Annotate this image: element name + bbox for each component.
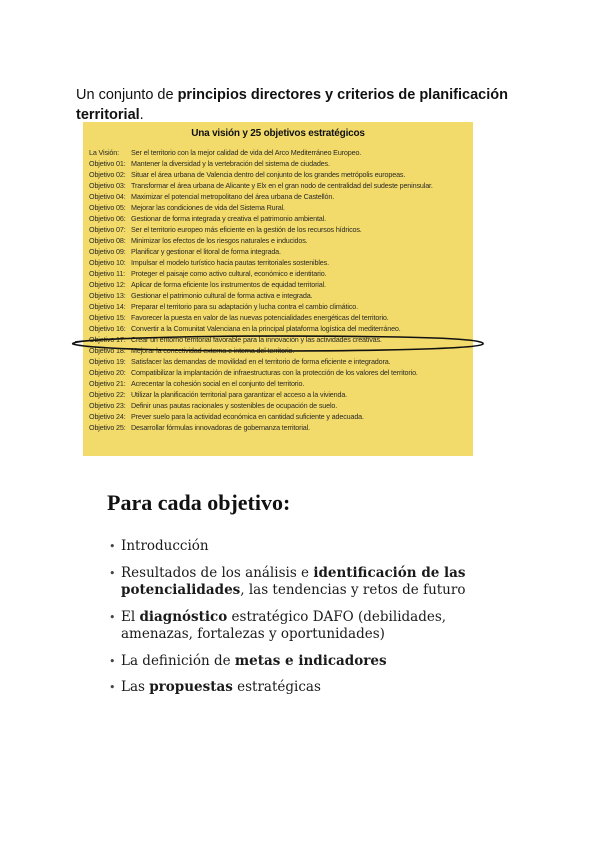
bullet-dot-icon: • [109,540,116,553]
objective-row [89,192,467,203]
objective-text: Proteger el paisaje como activo cultural, económico e identitario. [131,268,327,278]
intro-paragraph [76,85,526,125]
objective-row [89,269,467,280]
objective-code: Objetivo 14: [89,301,126,311]
bullet-text: Las [121,679,150,695]
objective-text: Gestionar el patrimonio cultural de forma activa e integrada. [131,290,313,300]
intro-bold: principios directores y criterios de planificación territorial [76,86,508,123]
bullet-text: La definición de [121,652,235,669]
objective-code: Objetivo 07: [89,224,126,234]
objective-row [89,313,467,324]
objective-row [89,225,467,236]
objective-row [89,412,467,423]
bullet-text-bold: diagnóstico [139,608,228,625]
objective-text: Acrecentar la cohesión social en el conjunto del territorio. [131,378,305,388]
intro-prefix: Un conjunto de [76,86,178,103]
bullet-dot-icon: • [109,566,116,580]
bullet-dot-icon: • [109,610,116,624]
objective-text: Minimizar los efectos de los riesgos naturales e inducidos. [131,235,308,245]
objective-row [89,379,467,390]
bullet-text-bold: metas e indicadores [234,652,387,669]
objective-text: Crear un entorno territorial favorable para la innovación y las actividades creativas. [131,334,382,344]
objective-row [89,159,467,170]
objective-code: Objetivo 04: [89,191,126,201]
objective-text: Ser el territorio con la mejor calidad de vida del Arco Mediterráneo Europeo. [131,148,362,157]
objective-code: Objetivo 01: [89,158,126,168]
objective-text: Compatibilizar la implantación de infraestructuras con la protección de los valores del territorio. [131,367,418,377]
objective-text: Situar el área urbana de Valencia dentro del conjunto de los grandes metrópolis europeas. [131,169,406,179]
objective-text: Definir unas pautas racionales y sostenibles de ocupación de suelo. [131,400,338,410]
objective-text: Mejorar la conectividad externa e interna del territorio. [131,345,295,355]
objective-text: Mantener la diversidad y la vertebración del sistema de ciudades. [131,158,330,168]
objective-text: Preparar el territorio para su adaptación y lucha contra el cambio climático. [131,301,358,311]
objective-code: Objetivo 05: [89,202,126,212]
objective-code: Objetivo 19: [89,356,126,366]
objective-row [89,258,467,269]
objective-code: La Visión: [89,148,119,157]
objective-text: Gestionar de forma integrada y creativa el patrimonio ambiental. [131,213,326,223]
section-bullet-item [107,679,507,697]
intro-suffix: . [139,106,144,123]
bullet-text: Resultados de los análisis e [121,564,314,581]
objective-row [89,291,467,302]
bullet-text: estratégicas [232,679,321,695]
section-title: Para cada objetivo: [107,490,291,515]
objective-row [89,357,467,368]
objective-row [89,346,467,357]
objective-text: Convertir a la Comunitat Valenciana en la principal plataforma logística del mediterráneo. [131,323,401,333]
section-bullet-list [107,538,507,697]
section-bullet-item [107,538,507,556]
bullet-text: estratégico DAFO (debilidades, amenazas, fortalezas y oportunidades) [121,608,447,642]
objective-code: Objetivo 18: [89,345,126,355]
objective-code: Objetivo 22: [89,389,126,399]
bullet-text-bold: propuestas [149,679,233,695]
objective-code: Objetivo 24: [89,411,126,421]
objective-code: Objetivo 06: [89,213,126,223]
objective-code: Objetivo 17: [89,334,126,344]
objective-row [89,236,467,247]
objective-text: Favorecer la puesta en valor de las nuevas potencialidades energéticas del territorio. [131,312,389,322]
bullet-text: El [121,608,140,625]
objective-row [89,214,467,225]
bullet-text: Introducción [121,538,209,554]
objective-row [89,302,467,313]
objective-text: Aplicar de forma eficiente los instrumentos de equidad territorial. [131,279,326,289]
objective-row [89,335,467,346]
panel-title: Una visión y 25 objetivos estratégicos [191,128,365,139]
objective-code: Objetivo 12: [89,279,126,289]
objective-text: Mejorar las condiciones de vida del Sistema Rural. [131,202,285,212]
objective-code: Objetivo 13: [89,290,126,300]
section-bullet-item [107,565,507,600]
objective-row [89,170,467,181]
objective-row [89,390,467,401]
objective-row [89,324,467,335]
objective-row [89,423,467,434]
objective-code: Objetivo 20: [89,367,126,377]
bullet-dot-icon: • [109,681,116,694]
objective-code: Objetivo 08: [89,235,126,245]
objective-row [89,203,467,214]
objective-text: Impulsar el modelo turístico hacia pautas territoriales sostenibles. [131,257,329,267]
objective-text: Satisfacer las demandas de movilidad en el territorio de forma eficiente e integradora. [131,356,391,366]
objective-row [89,247,467,258]
objective-code: Objetivo 16: [89,323,126,333]
section-bullet-item [107,609,507,644]
bullet-text-bold: identificación de las potencialidades [121,564,466,598]
bullet-dot-icon: • [109,654,116,668]
objective-row [89,181,467,192]
per-objective-section [107,490,507,706]
objective-text: Transformar el área urbana de Alicante y Elx en el gran nodo de centralidad del sudeste peninsular. [131,180,433,190]
objective-code: Objetivo 15: [89,312,126,322]
objective-code: Objetivo 09: [89,246,126,256]
section-bullet-item [107,653,507,671]
objective-code: Objetivo 11: [89,268,126,278]
objective-code: Objetivo 25: [89,422,126,432]
objectives-list [89,148,467,434]
objective-row [89,148,467,159]
objective-text: Utilizar la planificación territorial para garantizar el acceso a la vivienda. [131,389,348,399]
objective-row [89,280,467,291]
objective-code: Objetivo 10: [89,257,126,267]
objective-code: Objetivo 21: [89,378,126,388]
objectives-panel [83,122,473,456]
objective-text: Ser el territorio europeo más eficiente en la gestión de los recursos hídricos. [131,224,362,234]
objective-row [89,401,467,412]
objective-code: Objetivo 02: [89,169,126,179]
objective-text: Planificar y gestionar el litoral de forma integrada. [131,246,281,256]
objective-text: Maximizar el potencial metropolitano del área urbana de Castellón. [131,191,335,201]
bullet-text: , las tendencias y retos de futuro [240,582,466,598]
objective-code: Objetivo 23: [89,400,126,410]
objective-row [89,368,467,379]
objective-text: Prever suelo para la actividad económica en cantidad suficiente y adecuada. [131,411,364,421]
objective-code: Objetivo 03: [89,180,126,190]
objective-text: Desarrollar fórmulas innovadoras de gobernanza territorial. [131,422,310,432]
